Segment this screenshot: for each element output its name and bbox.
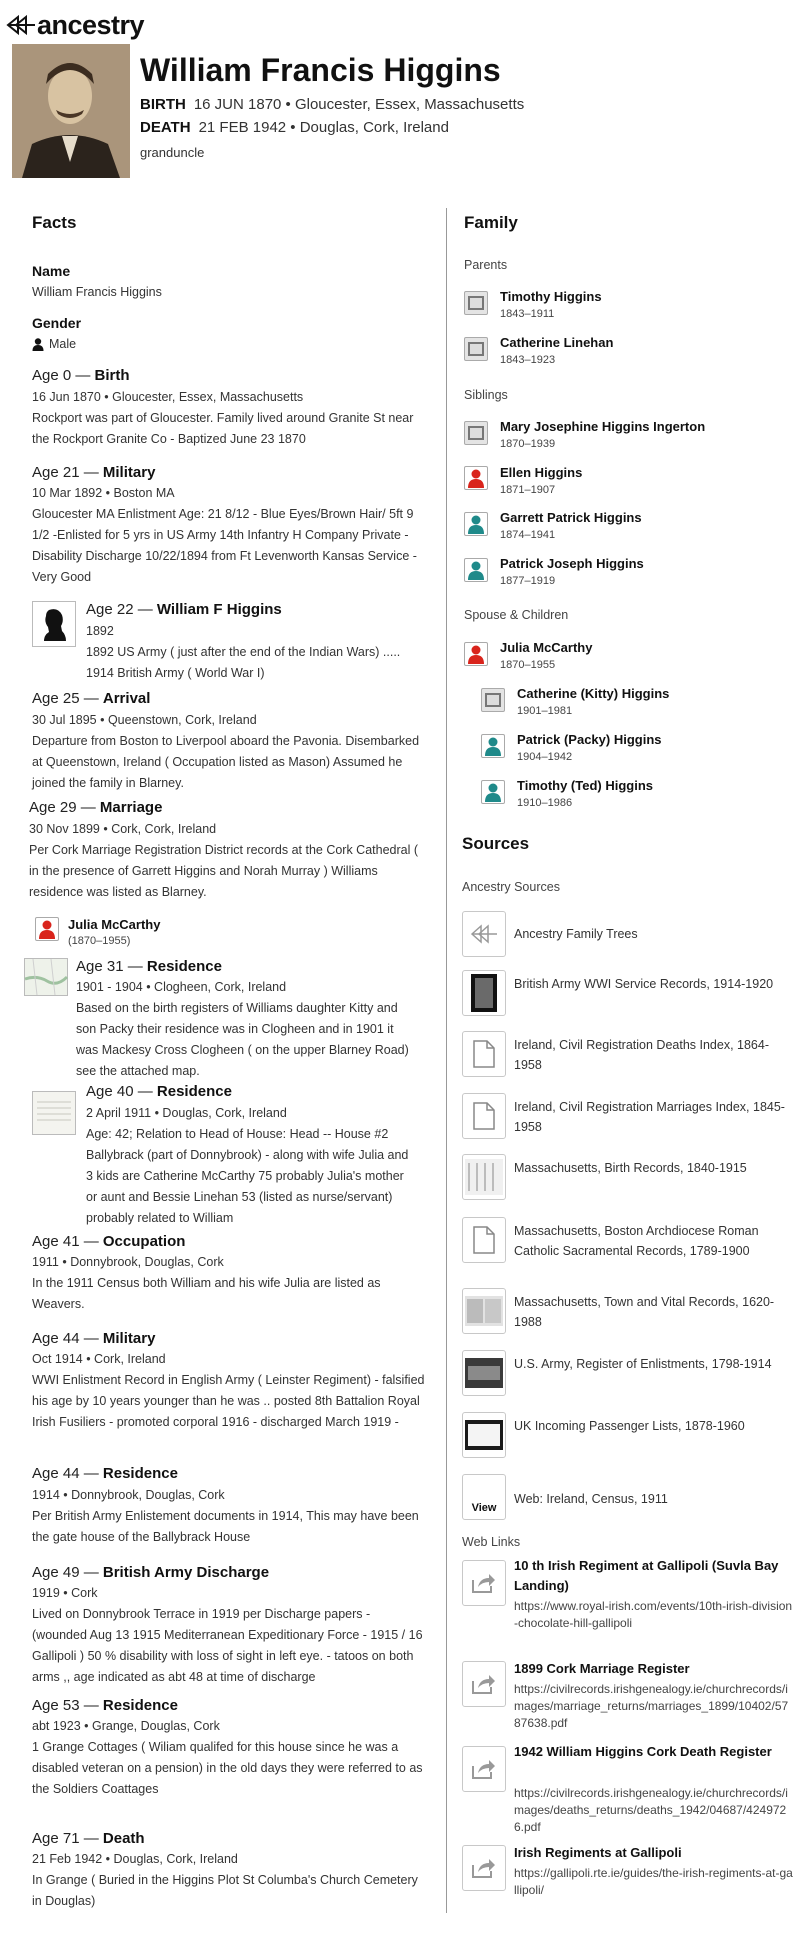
fact-birth-sub: 16 Jun 1870 • Gloucester, Essex, Massachusetts <box>32 390 304 404</box>
male-person-icon <box>484 736 502 756</box>
view-source-box[interactable] <box>462 1474 506 1520</box>
fact-residence-1901-text: Based on the birth registers of Williams daughter Kitty and son Packy their residence was in Clogheen and in 1901 it was Mackesy Cross Clogheen ( on the upper Blarney Road) see the attached map. <box>76 1001 409 1078</box>
fact-occupation-sub: 1911 • Donnybrook, Douglas, Cork <box>32 1255 224 1269</box>
spouse-avatar[interactable] <box>464 642 488 666</box>
portrait-image <box>12 44 130 178</box>
female-person-icon <box>467 468 485 488</box>
fact-type: Military <box>102 464 156 481</box>
fact-residence-1911-text: Age: 42; Relation to Head of House: Head -- House #2 Ballybrack (part of Donnybrook) - along with wife Julia and 3 kids are Catherine McCarthy 75 probably Julia's mother or aunt and Bessie Linehan 53 (listed as nurse/servant) probably related to William <box>86 1127 409 1225</box>
sibling-name-garrett[interactable]: Garrett Patrick Higgins <box>500 510 642 525</box>
parent-dates-timothy: 1843–1911 <box>500 308 555 320</box>
source-thumbnail[interactable] <box>462 1350 506 1396</box>
fact-age: Age 41 — <box>32 1233 103 1250</box>
family-title: Family <box>464 213 518 232</box>
death-label: DEATH <box>140 119 191 136</box>
fact-residence-1923-head[interactable] <box>32 1697 178 1714</box>
gender-label: Gender <box>32 315 82 331</box>
sibling-avatar[interactable] <box>464 558 488 582</box>
fact-age: Age 25 — <box>32 690 103 707</box>
parent-avatar[interactable] <box>464 337 488 361</box>
fact-age: Age 44 — <box>32 1330 103 1347</box>
sibling-avatar[interactable] <box>464 466 488 490</box>
record-image <box>471 974 497 1012</box>
fact-military-1914-text: WWI Enlistment Record in English Army ( Leinster Regiment) - falsified his age by 10 years younger than he was .. posted 8th Battalion Royal Irish Fusiliers - promoted corporal 1916 - discharged March 1919 - <box>32 1373 425 1429</box>
fact-residence-1901-sub: 1901 - 1904 • Clogheen, Cork, Ireland <box>76 980 287 994</box>
siblings-label: Siblings <box>464 388 508 402</box>
source-document-icon[interactable] <box>462 1217 506 1263</box>
fact-occupation-head[interactable] <box>32 1233 185 1250</box>
fact-type: Marriage <box>99 799 163 816</box>
photo-placeholder-icon <box>467 425 485 441</box>
fact-residence-1923-sub: abt 1923 • Grange, Douglas, Cork <box>32 1719 220 1733</box>
sibling-avatar[interactable] <box>464 421 488 445</box>
photo-placeholder-icon <box>467 341 485 357</box>
sibling-name-patrick[interactable]: Patrick Joseph Higgins <box>500 556 644 571</box>
document-icon <box>473 1040 495 1068</box>
parent-name-catherine[interactable]: Catherine Linehan <box>500 335 614 350</box>
sibling-dates-ellen: 1871–1907 <box>500 484 556 496</box>
web-links-label: Web Links <box>462 1535 521 1549</box>
fact-media-sub: 1892 <box>86 624 114 638</box>
sibling-dates-patrick: 1877–1919 <box>500 575 556 587</box>
source-title[interactable]: U.S. Army, Register of Enlistments, 1798-1914 <box>514 1357 772 1371</box>
fact-residence-1914-text: Per British Army Enlistement documents in 1914, This may have been the gate house of the Ballybrack House <box>32 1509 419 1544</box>
record-image <box>465 1159 503 1195</box>
spouse-fact-name[interactable]: Julia McCarthy <box>68 917 161 932</box>
fact-type: Occupation <box>102 1233 186 1250</box>
web-link-url[interactable]: https://civilrecords.irishgenealogy.ie/churchrecords/images/marriage_returns/marriages_1899/10402/5787638.pdf <box>514 1682 789 1730</box>
web-link-url[interactable]: https://gallipoli.rte.ie/guides/the-irish-regiments-at-gallipoli/ <box>514 1866 793 1897</box>
profile-photo[interactable] <box>12 44 130 178</box>
fact-age: Age 21 — <box>32 464 103 481</box>
fact-age: Age 40 — <box>86 1083 157 1100</box>
fact-marriage-text: Per Cork Marriage Registration District records at the Cork Cathedral ( in the presence of Garrett Higgins and Norah Murray ) Williams residence was listed as Blarney. <box>29 843 419 899</box>
female-person-icon <box>38 919 56 939</box>
source-title[interactable]: Web: Ireland, Census, 1911 <box>514 1492 668 1506</box>
fact-age: Age 53 — <box>32 1697 103 1714</box>
spouse-fact-dates: (1870–1955) <box>68 935 131 947</box>
fact-military-1914-sub: Oct 1914 • Cork, Ireland <box>32 1352 166 1366</box>
source-document-icon[interactable] <box>462 1093 506 1139</box>
web-link-icon[interactable] <box>462 1560 506 1606</box>
fact-birth-text: Rockport was part of Gloucester. Family lived around Granite St near the Rockport Granite Co - Baptized June 23 1870 <box>32 411 414 446</box>
fact-death-head[interactable] <box>32 1830 145 1847</box>
census-document-image <box>33 1092 75 1134</box>
source-title[interactable]: Massachusetts, Birth Records, 1840-1915 <box>514 1161 747 1175</box>
source-title[interactable]: Ireland, Civil Registration Deaths Index, 1864-1958 <box>514 1038 769 1072</box>
fact-type: Residence <box>102 1465 178 1482</box>
fact-age: Age 44 — <box>32 1465 103 1482</box>
death-row <box>140 119 449 136</box>
fact-marriage-head[interactable] <box>29 799 162 816</box>
fact-residence-1901-head[interactable] <box>76 958 222 975</box>
ancestry-logo[interactable] <box>6 10 144 40</box>
fact-birth-head[interactable] <box>32 367 130 384</box>
male-person-icon <box>484 782 502 802</box>
fact-age: Age 49 — <box>32 1564 103 1581</box>
view-label: View <box>471 1502 497 1514</box>
birth-value: 16 JUN 1870 • Gloucester, Essex, Massachusetts <box>193 96 525 113</box>
fact-arrival-head[interactable] <box>32 690 150 707</box>
child-dates-catherine: 1901–1981 <box>517 705 573 717</box>
share-arrow-icon <box>471 1572 497 1594</box>
fact-age: Age 71 — <box>32 1830 103 1847</box>
fact-discharge-sub: 1919 • Cork <box>32 1586 98 1600</box>
fact-type: Arrival <box>102 690 151 707</box>
fact-residence-1911-sub: 2 April 1911 • Douglas, Cork, Ireland <box>86 1106 287 1120</box>
source-title[interactable]: UK Incoming Passenger Lists, 1878-1960 <box>514 1419 745 1433</box>
fact-death-text: In Grange ( Buried in the Higgins Plot St Columba's Church Cemetery in Douglas) <box>32 1873 418 1908</box>
record-image <box>465 1296 503 1326</box>
fact-age: Age 31 — <box>76 958 147 975</box>
fact-type: Military <box>102 1330 156 1347</box>
child-dates-patrick: 1904–1942 <box>517 751 573 763</box>
fact-age: Age 0 — <box>32 367 95 384</box>
web-link-icon[interactable] <box>462 1746 506 1792</box>
fact-military-text: Gloucester MA Enlistment Age: 21 8/12 - Blue Eyes/Brown Hair/ 5ft 9 1/2 -Enlisted for 5 yrs in US Army 14th Infantry H Company Private - Disability Discharge 10/22/1894 from Ft Levenworth Kansas Service - Very Good <box>32 507 417 584</box>
child-dates-timothy: 1910–1986 <box>517 797 573 809</box>
fact-residence-1911-head[interactable] <box>86 1083 232 1100</box>
map-thumbnail[interactable] <box>24 958 68 996</box>
web-link-title[interactable]: 1899 Cork Marriage Register <box>514 1661 690 1676</box>
sibling-dates-mary: 1870–1939 <box>500 438 556 450</box>
fact-marriage-sub: 30 Nov 1899 • Cork, Cork, Ireland <box>29 822 217 836</box>
fact-residence-1914-sub: 1914 • Donnybrook, Douglas, Cork <box>32 1488 225 1502</box>
source-thumbnail[interactable] <box>462 970 506 1016</box>
source-thumbnail[interactable] <box>462 1154 506 1200</box>
share-arrow-icon <box>471 1758 497 1780</box>
sibling-dates-garrett: 1874–1941 <box>500 529 556 541</box>
person-name: William Francis Higgins <box>140 52 501 88</box>
record-image <box>465 1358 503 1388</box>
silhouette-thumbnail[interactable] <box>32 601 76 647</box>
family-tree-source-icon[interactable] <box>462 911 506 957</box>
sibling-name-ellen[interactable]: Ellen Higgins <box>500 465 583 480</box>
fact-age: Age 29 — <box>29 799 100 816</box>
child-name-catherine[interactable]: Catherine (Kitty) Higgins <box>517 686 670 701</box>
parent-name-timothy[interactable]: Timothy Higgins <box>500 289 602 304</box>
fact-discharge-text: Lived on Donnybrook Terrace in 1919 per Discharge papers - (wounded Aug 13 1915 Mediterranean Expeditionary Force - 1915 / 16 Gallipoli ) 50 % disability with loss of sight in left eye. - tatoos on both arms ,, age indicated as abt 48 at time of discharge <box>32 1607 423 1684</box>
source-thumbnail[interactable] <box>462 1412 506 1458</box>
share-arrow-icon <box>471 1857 497 1879</box>
spouse-avatar[interactable] <box>35 917 59 941</box>
web-link-title[interactable]: 1942 William Higgins Cork Death Register <box>514 1744 772 1759</box>
source-thumbnail[interactable] <box>462 1288 506 1334</box>
fact-type: Death <box>102 1830 145 1847</box>
sibling-name-mary[interactable]: Mary Josephine Higgins Ingerton <box>500 419 706 434</box>
fact-media-text: 1892 US Army ( just after the end of the Indian Wars) ..... 1914 British Army ( World War I) <box>86 645 401 680</box>
gender-row <box>32 337 76 351</box>
facts-title: Facts <box>32 213 77 232</box>
source-title[interactable]: Massachusetts, Boston Archdiocese Roman Catholic Sacramental Records, 1789-1900 <box>514 1224 759 1258</box>
ancestry-leaf-icon <box>469 921 499 947</box>
share-arrow-icon <box>471 1673 497 1695</box>
source-title[interactable]: Massachusetts, Town and Vital Records, 1620-1988 <box>514 1295 775 1329</box>
brand-name: ancestry <box>37 9 145 40</box>
female-person-icon <box>467 644 485 664</box>
web-link-url[interactable]: https://www.royal-irish.com/events/10th-irish-division-chocolate-hill-gallipoli <box>514 1599 793 1630</box>
fact-residence-1914-head[interactable] <box>32 1465 178 1482</box>
fact-type: William F Higgins <box>156 601 282 618</box>
source-document-icon[interactable] <box>462 1031 506 1077</box>
child-avatar[interactable] <box>481 780 505 804</box>
fact-type: British Army Discharge <box>102 1564 270 1581</box>
birth-label: BIRTH <box>140 96 186 113</box>
child-avatar[interactable] <box>481 734 505 758</box>
sibling-avatar[interactable] <box>464 512 488 536</box>
relation-label: granduncle <box>140 145 205 160</box>
web-link-icon[interactable] <box>462 1661 506 1707</box>
name-value: William Francis Higgins <box>32 285 162 299</box>
spouse-children-label: Spouse & Children <box>464 608 569 622</box>
child-avatar[interactable] <box>481 688 505 712</box>
fact-age: Age 22 — <box>86 601 157 618</box>
fact-residence-1923-text: 1 Grange Cottages ( Wiliam qualifed for this house since he was a disabled veteran on a pension) in the old days they were referred to as the Soldiers Coattages <box>32 1740 423 1796</box>
male-person-icon <box>32 338 44 351</box>
death-value: 21 FEB 1942 • Douglas, Cork, Ireland <box>198 119 449 136</box>
child-name-patrick[interactable]: Patrick (Packy) Higgins <box>517 732 662 747</box>
fact-death-sub: 21 Feb 1942 • Douglas, Cork, Ireland <box>32 1852 238 1866</box>
fact-type: Residence <box>102 1697 178 1714</box>
source-title[interactable]: Ancestry Family Trees <box>514 927 638 941</box>
sources-title: Sources <box>462 834 530 853</box>
document-icon <box>473 1226 495 1254</box>
document-icon <box>473 1102 495 1130</box>
parent-dates-catherine: 1843–1923 <box>500 354 556 366</box>
ancestry-leaf-icon <box>6 13 36 37</box>
spouse-dates: 1870–1955 <box>500 659 556 671</box>
ancestry-sources-label: Ancestry Sources <box>462 880 560 894</box>
fact-discharge-head[interactable] <box>32 1564 269 1581</box>
fact-media-head[interactable] <box>86 601 282 618</box>
fact-military-head[interactable] <box>32 464 155 481</box>
fact-occupation-text: In the 1911 Census both William and his wife Julia are listed as Weavers. <box>32 1276 381 1311</box>
source-title[interactable]: Ireland, Civil Registration Marriages Index, 1845-1958 <box>514 1100 785 1134</box>
record-image <box>465 1420 503 1450</box>
web-link-title[interactable]: Irish Regiments at Gallipoli <box>514 1845 682 1860</box>
birth-row <box>140 96 524 113</box>
fact-type: Residence <box>146 958 222 975</box>
fact-arrival-sub: 30 Jul 1895 • Queenstown, Cork, Ireland <box>32 713 257 727</box>
fact-arrival-text: Departure from Boston to Liverpool aboard the Pavonia. Disembarked at Queenstown, Ireland ( Occupation listed as Mason) Assumed he joined the family in Blarney. <box>32 734 420 790</box>
male-person-icon <box>467 514 485 534</box>
web-link-title[interactable]: 10 th Irish Regiment at Gallipoli (Suvla Bay Landing) <box>514 1558 779 1593</box>
map-image <box>25 959 67 995</box>
source-title[interactable]: British Army WWI Service Records, 1914-1920 <box>514 977 774 991</box>
fact-military-1914-head[interactable] <box>32 1330 155 1347</box>
parent-avatar[interactable] <box>464 291 488 315</box>
web-link-icon[interactable] <box>462 1845 506 1891</box>
child-name-timothy[interactable]: Timothy (Ted) Higgins <box>517 778 654 793</box>
silhouette-icon <box>40 607 68 641</box>
spouse-name[interactable]: Julia McCarthy <box>500 640 593 655</box>
fact-type: Residence <box>156 1083 232 1100</box>
gender-value: Male <box>49 337 77 351</box>
name-label: Name <box>32 263 71 279</box>
photo-placeholder-icon <box>484 692 502 708</box>
male-person-icon <box>467 560 485 580</box>
fact-type: Birth <box>94 367 130 384</box>
photo-placeholder-icon <box>467 295 485 311</box>
web-link-url[interactable]: https://civilrecords.irishgenealogy.ie/churchrecords/images/deaths_returns/deaths_1942/04687/4249726.pdf <box>514 1786 788 1834</box>
fact-military-sub: 10 Mar 1892 • Boston MA <box>32 486 175 500</box>
parents-label: Parents <box>464 258 508 272</box>
column-divider <box>446 208 447 1913</box>
census-thumbnail[interactable] <box>32 1091 76 1135</box>
